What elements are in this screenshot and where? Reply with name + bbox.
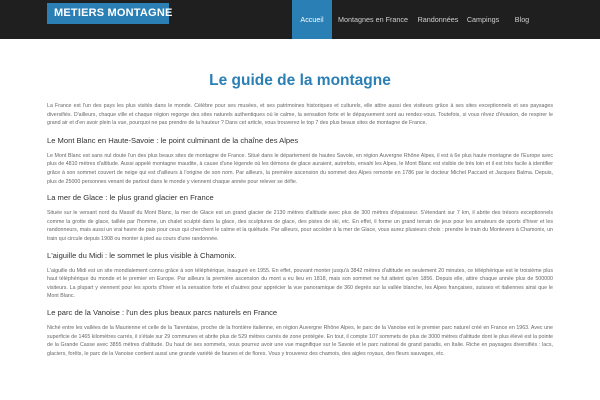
page-title: Le guide de la montagne <box>209 72 391 89</box>
nav-item-montagnes-en-france[interactable]: Montagnes en France <box>338 15 408 24</box>
section-body: L'aiguille du Midi est un site mondialement connu grâce à son téléphérique, inauguré en 1955. En effet, pouvant monter jusqu'à 3842 mètres d'altitude en seulement 20 minutes, ce téléphérique est le troisième plus haut téléphérique du monde et le premier en Europe. Par ailleurs la première ascension du mont a eu lieu en 1818, mais son sommet ne fut atteint qu'en 1856. Depuis elle, attire chaque année plus de 500000 visiteurs. La plupart y viennent pour les sports d'hiver et la sensation forte et d'autres pour apprécier la vue panoramique de 360 degrés sur la vallée blanche, les Alpes françaises, suisses et italiennes ainsi que le Mont Blanc. <box>47 267 553 300</box>
article-intro: La France est l'un des pays les plus visités dans le monde. Célèbre pour ses musées, et ses patrimoines historiques et culturels, elle attire aussi des visiteurs grâce à ses sites exceptionnels et ses paysages diversifiés. D'ailleurs, chaque ville et chaque région regorge des sites naturels authentiques où le calme, la sensation forte et le dépaysement sont au rendez-vous. Toutefois, si vous rêvez d'évasion, de respirer le grand air et d'en avoir plein la vue, pourquoi ne pas prendre de la hauteur ? Dans cet article, vous trouverez le top 7 des plus beaux sites de montagne de France. <box>47 103 553 127</box>
site-header <box>0 0 600 39</box>
section-heading: La mer de Glace : le plus grand glacier en France <box>47 193 214 203</box>
section-body: Située sur le versant nord du Massif du Mont Blanc, la mer de Glace est un grand glacier de 2130 mètres d'altitude avec plus de 300 mètres d'épaisseur. S'étendant sur 7 km, il abrite des trésors exceptionnels comme la grotte de glace, taillée par l'homme, un chalet sculpté dans la glace, des sculptures de glace, des pistes de ski, etc. En effet, il forme un grand terrain de jeux pour les amateurs de sports d'hiver et les randonneurs, mais aussi un vrai havre de paix pour ceux qui cherchent le calme et la quiétude. Par ailleurs, pour accéder à la mer de Glace, vous aurez plusieurs choix : prendre le train du Montevers à Chamonix, un train qui circule depuis 1908 ou monter à pied au cours d'une randonnée. <box>47 210 553 242</box>
article-content <box>47 39 553 358</box>
site-logo[interactable]: METIERS MONTAGNE <box>47 3 169 24</box>
nav-item-randonnees[interactable]: Randonnées <box>417 15 459 24</box>
nav-item-blog[interactable]: Blog <box>514 15 530 24</box>
nav-item-campings[interactable]: Campings <box>466 15 500 24</box>
section-heading: Le Mont Blanc en Haute-Savoie : le point culminant de la chaîne des Alpes <box>47 135 299 145</box>
nav-item-accueil[interactable]: Accueil <box>292 0 332 39</box>
section-body: Le Mont Blanc est sans nul doute l'un des plus beaux sites de montagne de France. Situé dans le département de hautes Savoie, en région Auvergne Rhône Alpes, il est à 6e plus haute montagne de l'Europe avec plus de 4810 mètres d'altitude. Aussi appelé montagne maudite, à cause d'une légende où les démons de glace auraient, autrefois, envahi les Alpes, le Mont Blanc est visible de très loin et il est très facile à identifier grâce à son sommet couvert de neige qui est d'ailleurs à l'origine de son nom. Par ailleurs, la première ascension du sommet des Alpes remonte en 1786 par le docteur Michel Paccard et Jacques Balma. Depuis, plus de 25000 personnes venant de partout dans le monde y viennent chaque année pour relever se défie. <box>47 152 553 185</box>
section-heading: L'aiguille du Midi : le sommet le plus visible à Chamonix. <box>47 250 237 260</box>
main-nav <box>292 0 540 39</box>
section-heading: Le parc de la Vanoise : l'un des plus beaux parcs naturels en France <box>47 307 278 317</box>
section-body: Niché entre les vallées de la Maurienne et celle de la Tarentaise, proche de la frontière italienne, en région Auvergne Rhône Alpes, le parc de la Vanoise est le premier parc naturel créé en France en 1963. Avec une superficie de 1465 kilomètres carrés, il s'étale sur 29 communes et abrite plus de 529 mètres carrés de zone protégée. En tout, il compte 107 sommets de plus de 3000 mètres d'altitude dont le plus élevé est la pointe de la Grande Casse avec 3855 mètres d'altitude. Du haut de ses sommets, vous pourrez avoir une vue magnifique sur le Savoie et le parc national de grand paradis, en Italie. Riche en paysages diversifiés : lacs, glaciers, forêts, le parc de la Vanoise contient aussi une grande variété de faunes et de flores. Vous y trouverez des chamois, des aigles royaux, des fleurs sauvages, etc. <box>47 324 553 357</box>
